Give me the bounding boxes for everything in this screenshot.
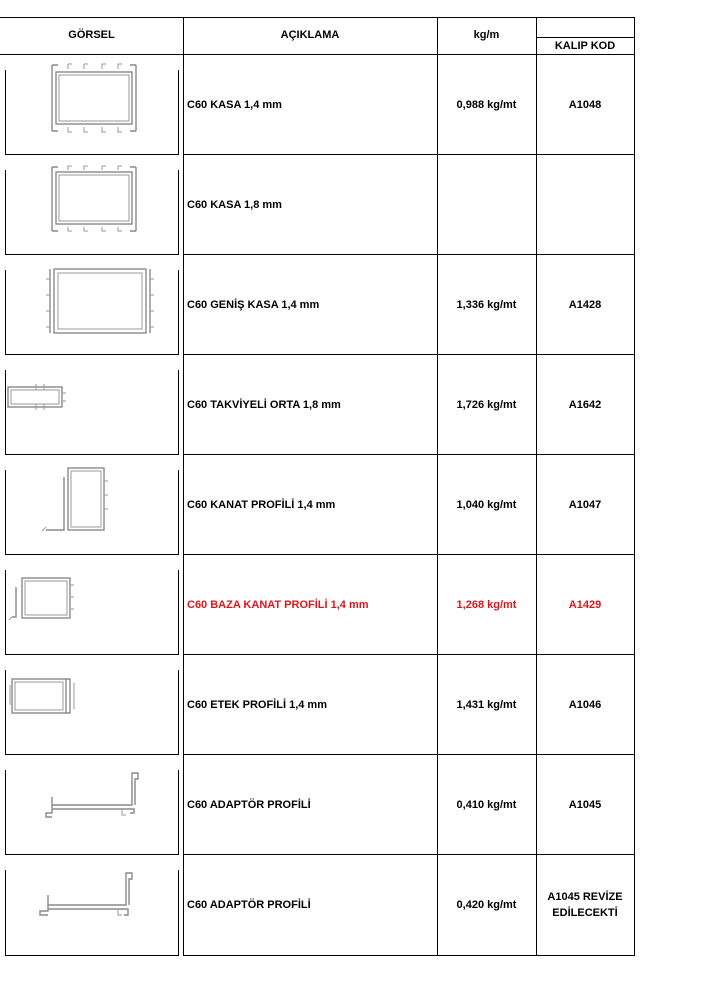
row-1-code: A1048 bbox=[568, 98, 602, 111]
image-box-line bbox=[5, 955, 178, 956]
row-1-weight: 0,988 kg/mt bbox=[456, 98, 517, 111]
row-2-description: C60 KASA 1,8 mm bbox=[187, 198, 282, 211]
row-6-description: C60 BAZA KANAT PROFİLİ 1,4 mm bbox=[187, 598, 369, 611]
image-box-side bbox=[178, 770, 179, 855]
col-line bbox=[183, 17, 184, 956]
row-3-code: A1428 bbox=[568, 298, 602, 311]
row-line bbox=[183, 955, 634, 956]
image-box-side bbox=[178, 370, 179, 455]
header-weight: kg/m bbox=[473, 29, 500, 41]
adapter-profile-icon bbox=[6, 855, 178, 955]
row-7-description: C60 ETEK PROFİLİ 1,4 mm bbox=[187, 698, 327, 711]
row-9-weight: 0,420 kg/mt bbox=[456, 899, 517, 911]
row-8-weight: 0,410 kg/mt bbox=[456, 798, 517, 811]
row-7-weight: 1,431 kg/mt bbox=[456, 698, 517, 711]
row-1-description: C60 KASA 1,4 mm bbox=[187, 98, 282, 111]
col-line bbox=[634, 17, 635, 956]
row-4-weight: 1,726 kg/mt bbox=[456, 398, 517, 411]
header-sub-line bbox=[536, 37, 634, 38]
image-box-side bbox=[178, 570, 179, 655]
row-3-description: C60 GENİŞ KASA 1,4 mm bbox=[187, 298, 320, 311]
row-8-description: C60 ADAPTÖR PROFİLİ bbox=[187, 798, 311, 811]
image-box-side bbox=[178, 870, 179, 956]
row-9-code: A1045 REVİZE EDİLECEKTİ bbox=[547, 891, 623, 919]
frame-profile-icon bbox=[6, 55, 178, 154]
image-box-side bbox=[178, 70, 179, 155]
row-6-code: A1429 bbox=[568, 598, 602, 611]
row-3-weight: 1,336 kg/mt bbox=[456, 298, 517, 311]
row-4-code: A1642 bbox=[568, 398, 602, 411]
image-box-side bbox=[178, 470, 179, 555]
adapter-profile-icon bbox=[6, 755, 178, 854]
skirt-profile-icon bbox=[0, 655, 178, 754]
frame-profile-icon bbox=[6, 155, 178, 254]
row-6-weight: 1,268 kg/mt bbox=[456, 598, 517, 611]
header-image: GÖRSEL bbox=[68, 29, 115, 41]
row-7-code: A1046 bbox=[568, 698, 602, 711]
wide-frame-profile-icon bbox=[6, 255, 178, 354]
row-2-weight bbox=[437, 155, 536, 254]
row-5-weight: 1,040 kg/mt bbox=[456, 498, 517, 511]
row-8-code: A1045 bbox=[568, 798, 602, 811]
reinforced-mullion-profile-icon bbox=[0, 355, 178, 454]
table-border-top bbox=[0, 17, 634, 18]
header-code: KALIP KOD bbox=[554, 40, 616, 52]
row-9-description: C60 ADAPTÖR PROFİLİ bbox=[187, 899, 311, 911]
image-box-side bbox=[178, 270, 179, 355]
base-sash-profile-icon bbox=[0, 555, 178, 654]
row-2-code bbox=[536, 155, 634, 254]
image-box-side bbox=[178, 170, 179, 255]
row-4-description: C60 TAKVİYELİ ORTA 1,8 mm bbox=[187, 398, 341, 411]
row-5-description: C60 KANAT PROFİLİ 1,4 mm bbox=[187, 498, 336, 511]
header-description: AÇIKLAMA bbox=[280, 29, 340, 41]
image-box-side bbox=[178, 670, 179, 755]
sash-profile-icon bbox=[6, 455, 178, 554]
row-5-code: A1047 bbox=[568, 498, 602, 511]
